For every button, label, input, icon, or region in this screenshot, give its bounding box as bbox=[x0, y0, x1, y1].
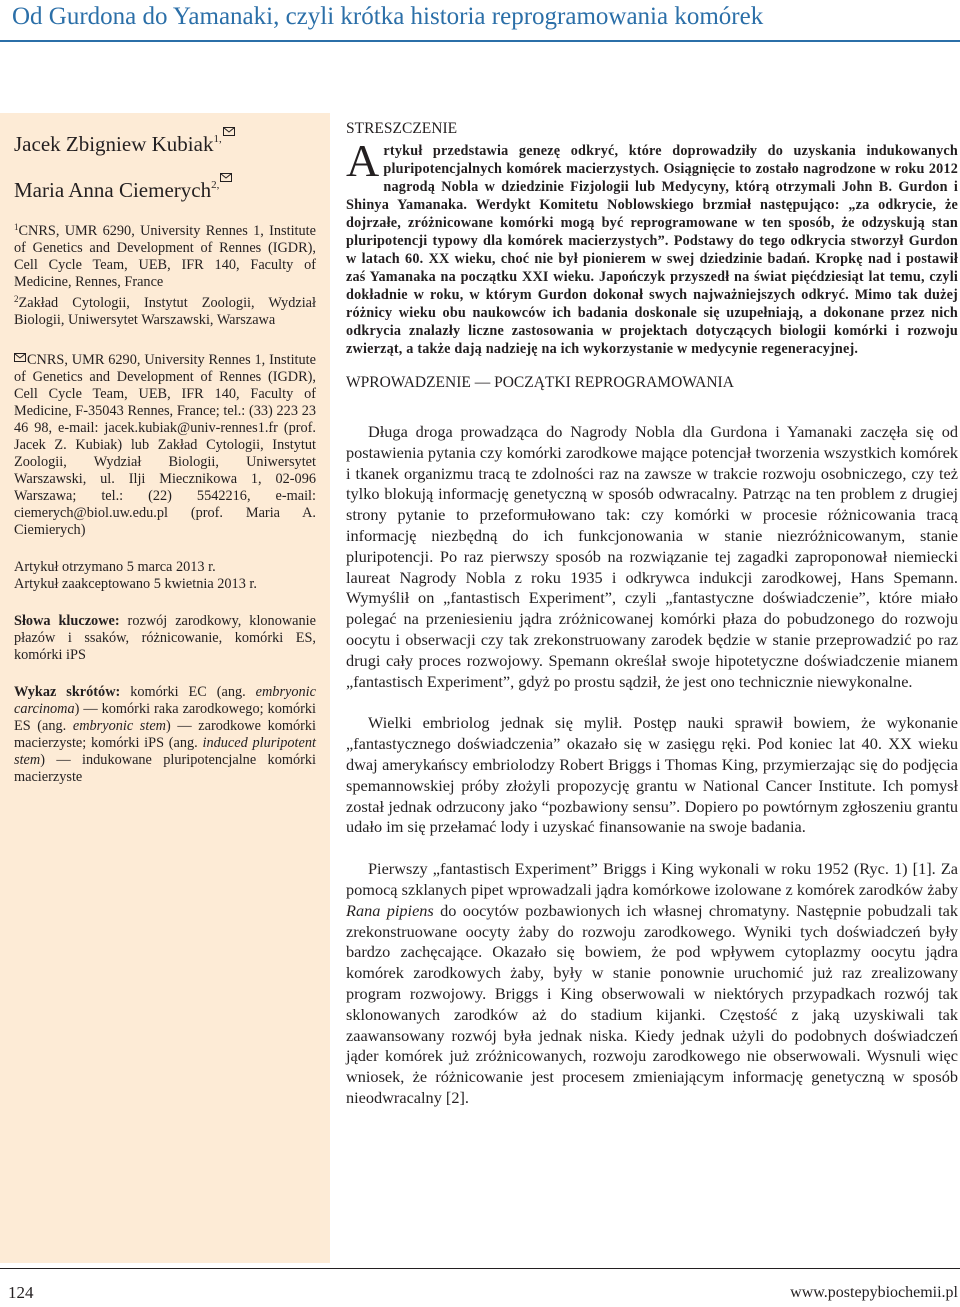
species-name: Rana pipiens bbox=[346, 900, 434, 920]
keywords-text: rozwój zarodkowy, klonowanie płazów i ssaków, różnicowanie, komórki ES, komórki iPS bbox=[14, 613, 316, 663]
affiliation-2 bbox=[14, 291, 316, 329]
abbrev-text: ) — zarodkowe komórki macierzyste; komórki iPS (ang. bbox=[14, 718, 317, 751]
received-date: Artykuł otrzymano 5 marca 2013 r. bbox=[14, 559, 216, 575]
accepted-date: Artykuł zaakceptowano 5 kwietnia 2013 r. bbox=[14, 576, 257, 592]
author-1 bbox=[14, 127, 316, 156]
abbreviations bbox=[14, 684, 316, 786]
paragraph-text: do oocytów pozbawionych ich własnej chromatyny. Następnie pobudzali tak zrekonstruowane oocyty żaby do rozwoju zarodkowego. Wyniki tych doświadczeń były bardzo zachęcające. Okazało się bowiem, że pod wpływem cytoplazmy oocytu jądra komórek zarodkowych żaby, były w stanie ponownie uruchomić już raz zrealizowany program rozwojowy. Briggs i King obserwowali w niektórych przypadkach rozwój tak sklonowanych zarodków aż do stadium kijanki. Częstość z jaką uzyskiwali tak zaawansowany rozwój była jednak niska. Kiedy jednak użyli do podobnych doświadczeń jąder komórek już zróżnicowanych, rozwoju zarodkowego nie obserwowali. Wysnuli więc wniosek, że różnicowanie jest procesem zmieniającym informację genetyczną w sposób nieodwracalny [2]. bbox=[346, 900, 959, 1107]
author-2 bbox=[14, 173, 316, 202]
paragraph-3 bbox=[346, 859, 958, 1109]
author-sidebar bbox=[0, 113, 330, 1263]
keywords-label: Słowa kluczowe: bbox=[14, 613, 120, 629]
affiliation-text: CNRS, UMR 6290, University Rennes 1, Institute of Genetics and Development of Rennes (IGDR), Cell Cycle Team, UEB, IFR 140, Faculty of Medicine, Rennes, France bbox=[14, 223, 316, 290]
abbrev-text: ) — indukowane pluripotencjalne komórki macierzyste bbox=[14, 752, 316, 785]
abstract-heading: STRESZCZENIE bbox=[346, 120, 458, 137]
affiliation-sup: 2 bbox=[14, 294, 19, 304]
affiliation-1 bbox=[14, 219, 316, 291]
envelope-icon[interactable] bbox=[223, 127, 235, 136]
affiliations bbox=[14, 219, 316, 329]
footer-divider bbox=[0, 1268, 960, 1269]
main-column bbox=[346, 120, 958, 1109]
affiliation-sup: 1 bbox=[14, 222, 19, 232]
website-link[interactable]: www.postepybiochemii.pl bbox=[790, 1284, 958, 1301]
abstract-text: rtykuł przedstawia genezę odkryć, które doprowadziły do uzyskania indukowanych pluripotencjalnych komórek macierzystych. Osiągnięcie to zostało nagrodzone w roku 2012 nagrodą Nobla w dziedzinie Fizjologii lub Medycyny, którą otrzymali John B. Gurdon i Shinya Yamanaka. Werdykt Komitetu Noblowskiego brzmiał następująco: „za odkrycie, że dojrzałe, zróżnicowane komórki mogą być reprogramowane w ten sposób, że odzyskują stan pluripotencji typowy dla komórek macierzystych”. Podstawy do tego odkrycia stworzył Gurdon w latach 60. XX wieku, choć nie był pionierem w swej dziedzinie badań. Kropkę nad i postawił zaś Yamanaka na początku XXI wieku. Japończyk przyszedł na świat pięćdziesiąt lat temu, czyli dokładnie w roku, w którym Gurdon dokonał swych najważniejszych odkryć. Mimo tak dużej różnicy wieku obu naukowców ich badania doskonale się uzupełniają, a dokonane przez nich odkrycia znalazły liczne zastosowania w projektach dotyczących biologii komórki i rozwoju zwierząt, a także dają nadzieję na ich wykorzystanie w medycynie regeneracyjnej. bbox=[346, 143, 958, 357]
paragraph-1: Długa droga prowadząca do Nagrody Nobla dla Gurdona i Yamanaki zaczęła się od postawienia pytania czy komórki zarodkowe mające potencjał tworzenia wszystkich komórek i tkanek organizmu tracą te zdolności raz na zawsze w trakcie rozwoju osobniczego, czy też tylko blokują informację genetyczną w sposób odwracalny. Patrząc na ten problem z drugiej strony pytanie to przeformułowano tak: czy komórki w procesie różnicowania tracą informację niezbędną do ich funkcjonowania w stanie niezróżnicowanym, stanie pluripotencji. Po raz pierwszy sposób na rozwiązanie tej zagadki zaproponował niemiecki laureat Nagrody Nobla z roku 1935 i odkrywca indukcji zarodkowej, Hans Spemann. Wymyślił on „fantastisch Experiment”, czyli „fantastyczne doświadczenie”, które miało polegać na przeniesieniu jądra zróżnicowanej komórki płaza do pobudzonego do rozwoju oocytu i obserwacji czy tak zrekonstruowany zarodek będzie w stanie przeprowadzić po raz drugi cały proces rozwojowy. Spemann określał swoje hipotetyczne doświadczenie mianem „fantastisch Experiment”, gdyż po prostu sądził, że jest ono technicznie niewykonalne. bbox=[346, 422, 958, 691]
title-divider bbox=[0, 40, 960, 42]
page-number: 124 bbox=[8, 1283, 34, 1302]
correspondence bbox=[14, 352, 316, 539]
intro-heading: WPROWADZENIE — POCZĄTKI REPROGRAMOWANIA bbox=[346, 374, 734, 391]
author-sup: 2, bbox=[211, 179, 220, 191]
drop-cap: A bbox=[346, 135, 380, 186]
paragraph-2: Wielki embriolog jednak się mylił. Postęp nauki sprawił bowiem, że wykonanie „fantastycznego doświadczenia” okazało się w zasięgu ręki. Pod koniec lat 40. XX wieku dwaj amerykańscy embriolodzy Robert Briggs i Thomas King, przymierzając się do podjęcia spemannowskiej próby złożyli propozycję grantu w National Cancer Institute. Ich pomysł został jednak odrzucony jako “pozbawiony sensu”. Dopiero po powtórnym zgłoszeniu grantu udało im się przełamać lody i uzyskać finansowanie na swoje badania. bbox=[346, 713, 958, 837]
author-name: Maria Anna Ciemerych bbox=[14, 178, 212, 202]
correspondence-text: CNRS, UMR 6290, University Rennes 1, Institute of Genetics and Development of Rennes (IGDR), Cell Cycle Team, UEB, IFR 140, Faculty of Medicine, F-35043 Rennes, France; tel.: (33) 223 23 46 98, e-mail: jacek.kubiak@univ-rennes1.fr (prof. Jacek Z. Kubiak) lub Zakład Cytologii, Instytut Zoologii, Wydział Biologii, Uniwersytet Warszawski, ul. Ilji Miecznikowa 1, 02-096 Warszawa; tel.: (22) 5542216, e-mail: ciemerych@biol.uw.edu.pl (prof. Maria A. Ciemierych) bbox=[14, 352, 316, 538]
abbreviations-label: Wykaz skrótów: bbox=[14, 684, 121, 700]
paragraph-text: Pierwszy „fantastisch Experiment” Briggs i King wykonali w roku 1952 (Ryc. 1) [1]. Za pomocą szklanych pipet wprowadzali jądra komórkowe izolowane z komórek zarodków żaby bbox=[346, 859, 958, 899]
keywords bbox=[14, 613, 316, 664]
author-name: Jacek Zbigniew Kubiak bbox=[14, 132, 214, 156]
abbrev-text: ) — komórki raka zarodkowego; komórki ES (ang. bbox=[14, 701, 316, 734]
abbrev-italic: embryonic stem bbox=[72, 718, 167, 734]
envelope-icon[interactable] bbox=[220, 173, 232, 182]
abbrev-italic: induced pluripotent stem bbox=[14, 735, 316, 768]
abbrev-text: komórki EC (ang. bbox=[120, 684, 256, 700]
article-title: Od Gurdona do Yamanaki, czyli krótka historia reprogramowania komórek bbox=[12, 3, 764, 30]
author-sup: 1, bbox=[213, 133, 222, 145]
article-dates bbox=[14, 559, 316, 593]
affiliation-text: Zakład Cytologii, Instytut Zoologii, Wydział Biologii, Uniwersytet Warszawski, Warszawa bbox=[14, 295, 316, 328]
abbrev-italic: embryonic carcinoma bbox=[14, 684, 316, 717]
envelope-icon bbox=[14, 353, 26, 362]
abstract bbox=[346, 135, 958, 358]
